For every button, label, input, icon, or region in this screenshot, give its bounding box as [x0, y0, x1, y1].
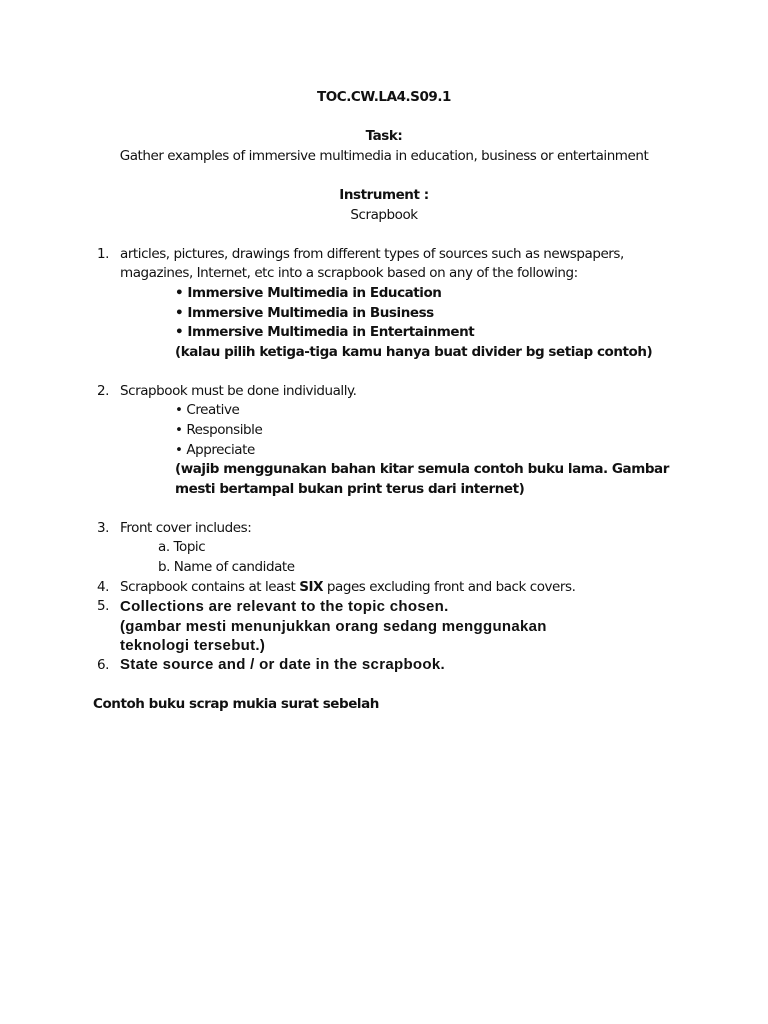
item-2-number: 2. — [97, 383, 109, 399]
item-5-line-3: teknologi tersebut.) — [120, 637, 266, 654]
item-5-number: 5. — [97, 598, 109, 614]
item-5-line-1: Collections are relevant to the topic chosen. — [120, 598, 449, 615]
task-heading: Task: — [365, 128, 403, 144]
item-1-bullet-entertainment: • Immersive Multimedia in Entertainment — [175, 324, 475, 340]
document-code: TOC.CW.LA4.S09.1 — [317, 89, 451, 105]
item-1-note: (kalau pilih ketiga-tiga kamu hanya buat divider bg setiap contoh) — [175, 344, 653, 360]
item-2-note-line-2: mesti bertampal bukan print terus dari internet) — [175, 481, 525, 497]
item-3-sub-candidate: b. Name of candidate — [158, 559, 295, 575]
instrument-heading: Instrument : — [339, 187, 429, 203]
task-text: Gather examples of immersive multimedia in education, business or entertainment — [119, 148, 649, 164]
item-3-sub-topic: a. Topic — [158, 539, 206, 555]
item-1-line-2: magazines, Internet, etc into a scrapbook based on any of the following: — [120, 265, 578, 281]
item-2-note-line-1: (wajib menggunakan bahan kitar semula contoh buku lama. Gambar — [175, 461, 669, 477]
item-2-bullet-responsible: • Responsible — [175, 422, 263, 438]
item-3-text: Front cover includes: — [120, 520, 252, 536]
item-2-bullet-appreciate: • Appreciate — [175, 442, 255, 458]
instrument-text: Scrapbook — [350, 207, 418, 223]
item-4-text-after: pages excluding front and back covers. — [323, 579, 576, 595]
item-6-number: 6. — [97, 657, 109, 673]
item-4-text — [120, 578, 575, 598]
footer-note: Contoh buku scrap mukia surat sebelah — [93, 696, 379, 712]
item-1-number: 1. — [97, 246, 109, 262]
item-5-line-2: (gambar mesti menunjukkan orang sedang menggunakan — [120, 618, 547, 635]
item-6-text: State source and / or date in the scrapbook. — [120, 656, 445, 673]
item-4-number: 4. — [97, 579, 109, 595]
item-1-line-1: articles, pictures, drawings from different types of sources such as newspapers, — [120, 246, 624, 262]
item-3-number: 3. — [97, 520, 109, 536]
item-1-bullet-education: • Immersive Multimedia in Education — [175, 285, 442, 301]
item-2-text: Scrapbook must be done individually. — [120, 383, 357, 399]
item-4-text-before: Scrapbook contains at least — [120, 579, 300, 595]
item-1-bullet-business: • Immersive Multimedia in Business — [175, 305, 434, 321]
item-2-bullet-creative: • Creative — [175, 402, 240, 418]
item-4-emphasis: SIX — [299, 579, 324, 595]
